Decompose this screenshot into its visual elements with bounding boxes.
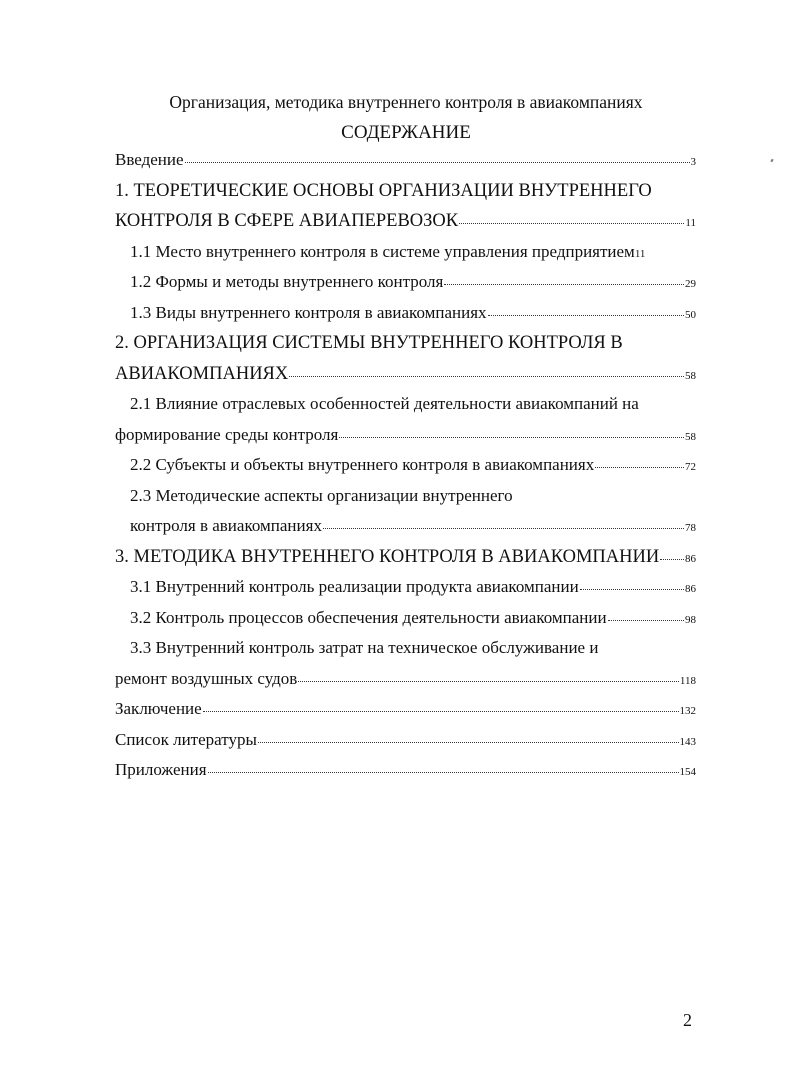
toc-entry-label: Список литературы <box>115 729 257 749</box>
toc-entry-label: 2.3 Методические аспекты организации внутреннего <box>130 485 513 505</box>
dot-leader <box>289 376 684 377</box>
toc-entry-chapter-2-line-2 <box>115 364 696 395</box>
toc-entry-label: контроля в авиакомпаниях <box>130 516 322 535</box>
toc-entry-chapter-1-line-1 <box>115 181 696 212</box>
dot-leader <box>595 467 684 468</box>
toc-entry-section-2-3-line-2 <box>115 516 696 547</box>
page-number: 2 <box>683 1010 692 1030</box>
dot-leader <box>185 162 690 163</box>
toc-entry-page: 72 <box>685 461 696 473</box>
toc-entry-page: 86 <box>685 552 696 565</box>
toc-entry-section-3-1 <box>115 577 696 608</box>
toc-entry-page: 78 <box>685 522 696 534</box>
toc-entry-label: Введение <box>115 150 184 169</box>
toc-entry-section-2-2 <box>115 455 696 486</box>
toc-entry-chapter-2-line-1 <box>115 333 696 364</box>
toc-entry-label: 1.3 Виды внутреннего контроля в авиакомпаниях <box>130 302 487 322</box>
toc-entry-label: 2. ОРГАНИЗАЦИЯ СИСТЕМЫ ВНУТРЕННЕГО КОНТРОЛЯ В <box>115 333 623 353</box>
dot-leader <box>608 620 684 621</box>
toc-entry-page: 86 <box>685 583 696 595</box>
toc-entry-page: 143 <box>679 735 696 748</box>
dot-leader <box>660 559 684 560</box>
toc-entry-page: 50 <box>685 308 696 321</box>
toc-entry-section-1-2 <box>115 272 696 303</box>
toc-entry-section-1-1 <box>115 242 696 273</box>
toc-entry-section-2-3-line-1 <box>115 486 696 517</box>
toc-entry-label: 3.2 Контроль процессов обеспечения деятельности авиакомпании <box>130 607 607 627</box>
dot-leader <box>208 772 679 773</box>
toc-entry-label: КОНТРОЛЯ В СФЕРЕ АВИАПЕРЕВОЗОК <box>115 211 459 231</box>
toc-entry-section-2-1-line-1 <box>115 394 696 425</box>
toc-entry-label: АВИАКОМПАНИЯХ <box>115 363 289 384</box>
dot-leader <box>298 681 679 682</box>
dot-leader <box>444 284 684 285</box>
toc-entry-label: формирование среды контроля <box>115 424 339 444</box>
toc-entry-page: 154 <box>679 766 696 778</box>
toc-entry-conclusion <box>115 699 696 730</box>
dot-leader <box>203 711 679 712</box>
toc-entry-introduction <box>115 150 696 181</box>
toc-entry-section-3-2 <box>115 608 696 639</box>
dot-leader <box>339 437 684 438</box>
toc-entry-page: 98 <box>685 613 696 626</box>
toc-entry-label: Приложения <box>115 760 207 779</box>
toc-entry-label: 2.1 Влияние отраслевых особенностей деятельности авиакомпаний на <box>130 394 639 413</box>
toc-entry-section-3-3-line-2 <box>115 669 696 700</box>
toc-entry-references <box>115 730 696 761</box>
toc-entry-page: 58 <box>685 369 696 382</box>
dot-leader <box>488 315 684 316</box>
toc-entry-section-1-3 <box>115 303 696 334</box>
toc-entry-page: 132 <box>679 705 696 717</box>
toc-entry-page: 11 <box>634 247 646 260</box>
dot-leader <box>580 589 684 590</box>
toc-entry-chapter-1-line-2 <box>115 211 696 242</box>
toc-entry-label: 1.2 Формы и методы внутреннего контроля <box>130 272 444 291</box>
toc-heading: СОДЕРЖАНИЕ <box>341 122 471 143</box>
toc-entry-appendices <box>115 760 696 791</box>
table-of-contents <box>115 150 696 791</box>
toc-entry-chapter-3 <box>115 547 696 578</box>
dot-leader <box>258 742 679 743</box>
toc-entry-page: 29 <box>685 278 696 290</box>
toc-entry-label: 1.1 Место внутреннего контроля в системе управления предприятием <box>130 241 635 261</box>
toc-entry-label: 1. ТЕОРЕТИЧЕСКИЕ ОСНОВЫ ОРГАНИЗАЦИИ ВНУТРЕННЕГО <box>115 180 652 201</box>
toc-entry-page: 118 <box>679 674 696 687</box>
dot-leader <box>459 223 684 224</box>
document-title: Организация, методика внутреннего контроля в авиакомпаниях <box>169 92 643 112</box>
toc-entry-label: ремонт воздушных судов <box>115 668 298 688</box>
toc-entry-section-2-1-line-2 <box>115 425 696 456</box>
toc-entry-label: 2.2 Субъекты и объекты внутреннего контроля в авиакомпаниях <box>130 455 595 474</box>
toc-entry-page: 11 <box>685 217 696 229</box>
toc-entry-label: Заключение <box>115 699 202 718</box>
scan-speck <box>770 159 773 163</box>
toc-entry-label: 3. МЕТОДИКА ВНУТРЕННЕГО КОНТРОЛЯ В АВИАКОМПАНИИ <box>115 546 660 567</box>
toc-entry-section-3-3-line-1 <box>115 638 696 669</box>
toc-entry-page: 3 <box>690 156 696 168</box>
toc-entry-label: 3.3 Внутренний контроль затрат на техническое обслуживание и <box>130 638 599 657</box>
toc-entry-page: 58 <box>685 430 696 443</box>
toc-entry-label: 3.1 Внутренний контроль реализации продукта авиакомпании <box>130 577 579 596</box>
dot-leader <box>323 528 684 529</box>
